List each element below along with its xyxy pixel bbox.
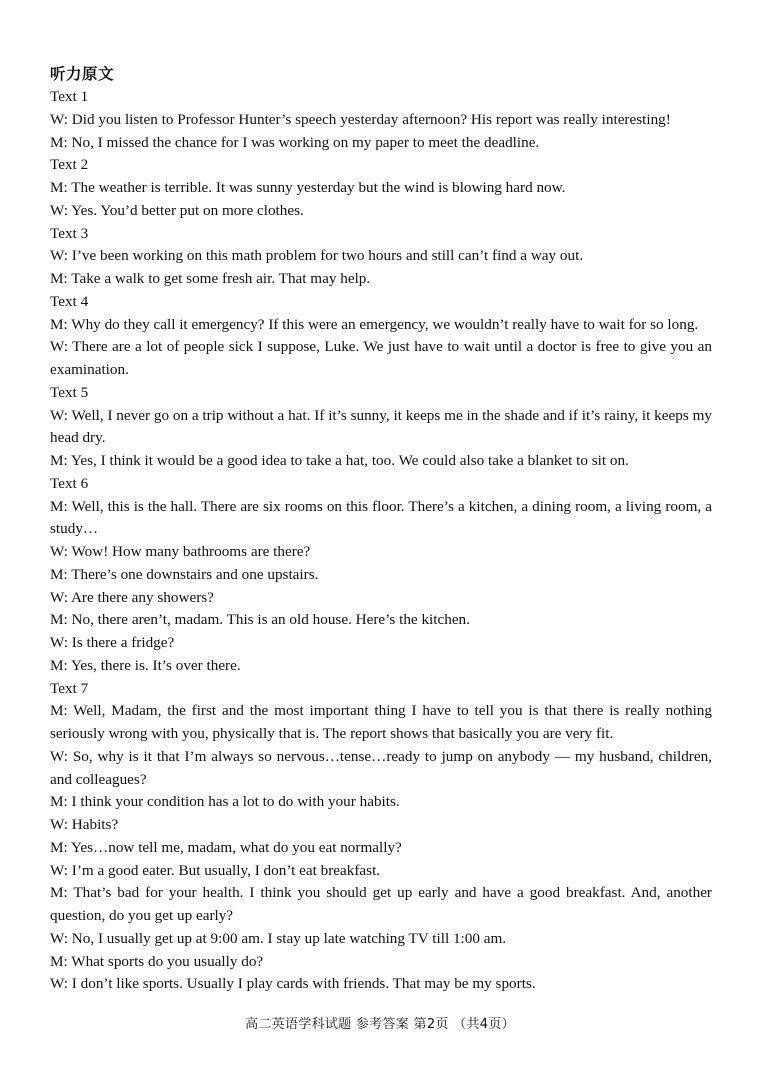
dialogue-line: W: I’m a good eater. But usually, I don’t eat breakfast. — [50, 861, 381, 879]
section-title: 听力原文 — [50, 65, 115, 83]
dialogue-line: W: I don’t like sports. Usually I play cards with friends. That may be my sports. — [50, 975, 536, 993]
text-heading: Text 4 — [50, 292, 89, 310]
text-heading: Text 7 — [50, 679, 89, 697]
dialogue-line: M: The weather is terrible. It was sunny yesterday but the wind is blowing hard now. — [50, 179, 566, 196]
text-heading: Text 6 — [50, 474, 89, 492]
dialogue-line: M: Well, Madam, the first and the most important thing I have to tell you is that there is really nothing seriously wrong with you, physically that is. The report shows that basically you are very fit. — [50, 702, 712, 742]
dialogue-line: M: There’s one downstairs and one upstairs. — [50, 565, 319, 583]
dialogue-line: W: Are there any showers? — [50, 588, 214, 606]
dialogue-line: M: No, there aren’t, madam. This is an old house. Here’s the kitchen. — [50, 611, 470, 629]
dialogue-line: W: No, I usually get up at 9:00 am. I stay up late watching TV till 1:00 am. — [50, 929, 507, 947]
dialogue-line: W: Habits? — [50, 816, 119, 833]
text-heading: Text 1 — [50, 88, 89, 105]
dialogue-line: W: Did you listen to Professor Hunter’s speech yesterday afternoon? His report was really interesting! — [50, 110, 671, 128]
dialogue-line: W: I’ve been working on this math problem for two hours and still can’t find a way out. — [50, 247, 584, 265]
dialogue-line: M: No, I missed the chance for I was working on my paper to meet the deadline. — [50, 133, 540, 151]
dialogue-line: M: Why do they call it emergency? If this were an emergency, we wouldn’t really have to wait for so long. — [50, 315, 699, 333]
dialogue-line: W: Is there a fridge? — [50, 634, 175, 651]
dialogue-line: W: Yes. You’d better put on more clothes. — [50, 201, 304, 219]
dialogue-line: M: I think your condition has a lot to do with your habits. — [50, 793, 400, 811]
dialogue-line: M: Take a walk to get some fresh air. That may help. — [50, 270, 371, 287]
dialogue-line: W: There are a lot of people sick I suppose, Luke. We just have to wait until a doctor is free to give you an examination. — [50, 338, 712, 378]
page-footer: 高二英语学科试题 参考答案 第2页 （共4页） — [245, 1017, 515, 1032]
dialogue-line: M: Yes…now tell me, madam, what do you eat normally? — [50, 838, 402, 856]
dialogue-line: W: So, why is it that I’m always so nervous…tense…ready to jump on anybody — my husband, children, and colleagues? — [50, 747, 712, 788]
page-content — [50, 62, 712, 996]
transcript-lines — [50, 86, 712, 996]
dialogue-line: W: Wow! How many bathrooms are there? — [50, 543, 311, 560]
dialogue-line: M: Yes, there is. It’s over there. — [50, 656, 241, 674]
dialogue-line: M: Well, this is the hall. There are six rooms on this floor. There’s a kitchen, a dining room, a living room, a study… — [50, 497, 712, 538]
dialogue-line: M: That’s bad for your health. I think you should get up early and have a good breakfast. And, another question, do you get up early? — [50, 884, 712, 924]
text-heading: Text 2 — [50, 156, 89, 174]
dialogue-line: M: What sports do you usually do? — [50, 952, 264, 970]
dialogue-line: M: Yes, I think it would be a good idea to take a hat, too. We could also take a blanket to sit on. — [50, 452, 629, 469]
text-heading: Text 5 — [50, 383, 89, 401]
text-heading: Text 3 — [50, 224, 89, 242]
dialogue-line: W: Well, I never go on a trip without a hat. If it’s sunny, it keeps me in the shade and if it’s rainy, it keeps my head dry. — [50, 406, 712, 447]
